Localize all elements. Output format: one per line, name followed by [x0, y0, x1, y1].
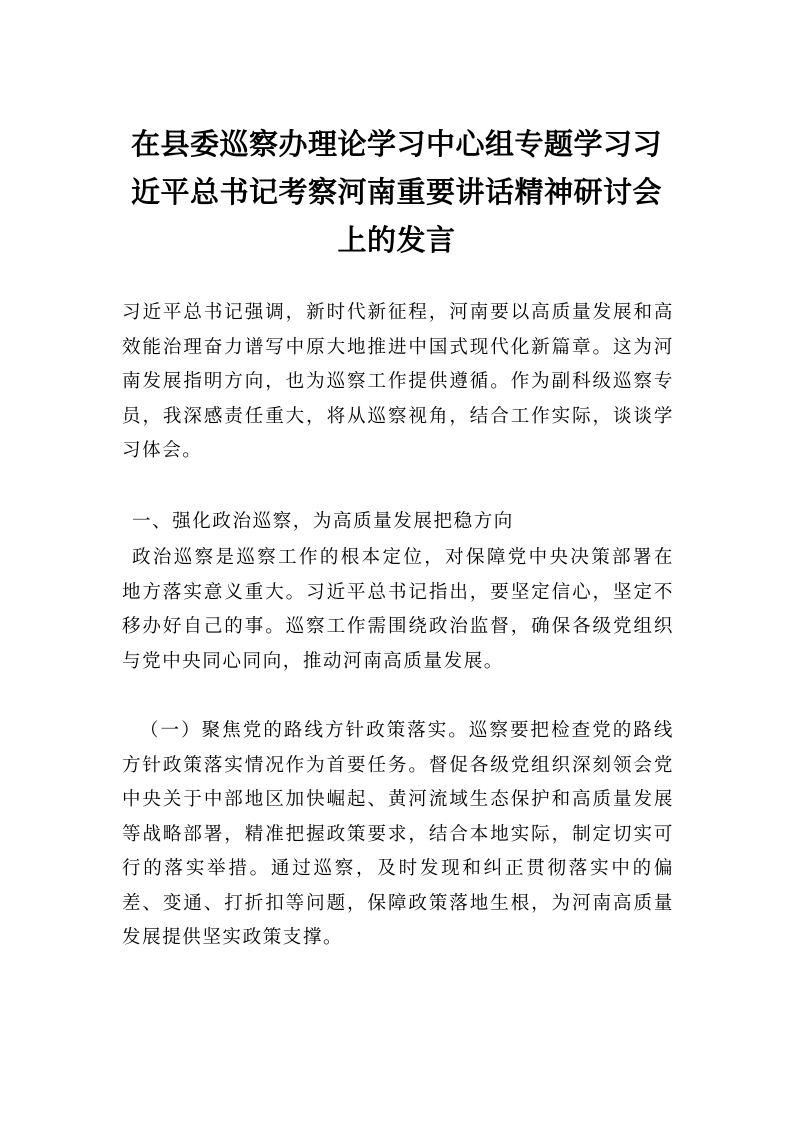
section-heading-1: 一、强化政治巡察，为高质量发展把稳方向	[132, 511, 514, 532]
intro-paragraph: 习近平总书记强调，新时代新征程，河南要以高质量发展和高效能治理奋力谱写中原大地推进中国式现代化新篇章。这为河南发展指明方向，也为巡察工作提供遵循。作为副科级巡察专员，我深感责任重大，将从巡察视角，结合工作实际，谈谈学习体会。	[122, 302, 674, 461]
document-title: 在县委巡察办理论学习中心组专题学习习近平总书记考察河南重要讲话精神研讨会上的发言	[130, 127, 662, 257]
section-paragraph-1: 政治巡察是巡察工作的根本定位，对保障党中央决策部署在地方落实意义重大。习近平总书记指出，要坚定信心，坚定不移办好自己的事。巡察工作需围绕政治监督，确保各级党组织与党中央同心同向，推动河南高质量发展。	[122, 547, 674, 672]
subsection-paragraph-1: （一）聚焦党的路线方针政策落实。巡察要把检查党的路线方针政策落实情况作为首要任务。督促各级党组织深刻领会党中央关于中部地区加快崛起、黄河流域生态保护和高质量发展等战略部署，精准把握政策要求，结合本地实际，制定切实可行的落实举措。通过巡察，及时发现和纠正贯彻落实中的偏差、变通、打折扣等问题，保障政策落地生根，为河南高质量发展提供坚实政策支撑。	[122, 720, 674, 948]
